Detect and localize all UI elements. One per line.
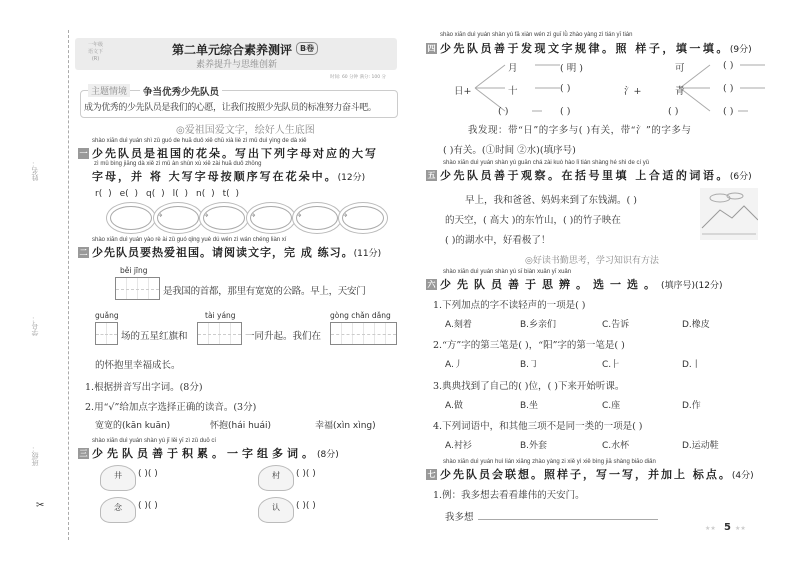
q6-options-3 (445, 398, 745, 411)
theme-text: 成为优秀的少先队员是我们的心愿，让我们按照少先队员的标准努力奋斗吧。 (84, 103, 377, 113)
star-decor-icon: ★★ (735, 525, 746, 532)
letter-l: l( ) (172, 189, 189, 199)
branch-char: 可 (675, 63, 685, 74)
flower-input[interactable] (157, 206, 199, 230)
char-badge: 井 (100, 465, 136, 491)
char-badge: 村 (258, 465, 294, 491)
q6-item-1: 1.下列加点的字不读轻声的一项是( ) (433, 300, 586, 311)
q7-number: 七 (427, 470, 436, 479)
q7-sentence-start: 我多想 (445, 512, 474, 523)
q1-text-2: 字母，并 将 大写字母按顺序写在花朵中。 (92, 170, 338, 183)
q2-sub-2: 2.用“√”给加点字选择正确的读音。(3分) (85, 402, 257, 413)
option-b[interactable]: B.㇆ (520, 360, 539, 370)
q6-options-2 (445, 357, 745, 370)
theme-title: 争当优秀少先队员 (140, 84, 222, 98)
discovery-line-1: 我发现：带“日”的字多与( )有关，带“氵”的字多与 (468, 125, 692, 136)
writing-box-guang[interactable] (95, 322, 118, 345)
id-label: 学号： (31, 315, 39, 336)
class-label: 班级： (31, 445, 39, 466)
q5-points: (6分) (729, 172, 752, 182)
option-c[interactable]: C.座 (602, 401, 621, 411)
q4-pinyin: shào xiān duì yuán shàn yú fā xiàn wén zì guī lǜ zhào yàng zì tián yī tián (440, 32, 633, 38)
time-score: 时间: 60 分钟 满分: 100 分 (330, 75, 386, 80)
arrow-icon: → (294, 211, 302, 221)
option-b[interactable]: B.乡亲们 (520, 320, 557, 330)
q1-points: (12分) (337, 173, 366, 183)
section-heading-2: ◎好读书勤思考，学习知识有方法 (525, 256, 659, 266)
pinyin-taiyang: tài yáng (205, 311, 236, 320)
letter-n: n( ) (196, 189, 215, 199)
discovery-line-2: ( )有关。(①时间 ②水)(填序号) (443, 145, 576, 156)
q6-text: 少先队员善于思辨。选一选。 (440, 278, 661, 291)
page-title: 第二单元综合素养测评 (172, 43, 293, 57)
binding-line (68, 30, 69, 540)
q5-line-2: 的天空，( 高大 )的东竹山，( )的竹子映在 (445, 215, 621, 226)
q2-sub-1: 1.根据拼音写出字词。(8分) (85, 382, 203, 393)
q3-points: (8分) (317, 450, 339, 460)
flower-input[interactable] (342, 206, 384, 230)
q5-pinyin: shào xiān duì yuán shàn yú guān chá zài kuò hào lǐ tián shàng hé shì de cí yǔ (443, 160, 650, 166)
option-a[interactable]: A.做 (445, 401, 463, 411)
q3-number: 三 (79, 449, 88, 458)
grade: 一年级 (88, 42, 104, 48)
q2-pinyin: shào xiān duì yuán yào rè ài zǔ guó qǐng yuè dú wén zì wán chéng liàn xí (92, 237, 287, 243)
letter-row (95, 189, 239, 199)
option-b[interactable]: B.外套 (520, 441, 548, 451)
letter-e: e( ) (119, 189, 139, 199)
edition: (R) (91, 56, 100, 62)
q2-text: 少先队员要热爱祖国。请阅读文字，完 成 练习。 (92, 246, 354, 259)
q3-pinyin: shào xiān duì yuán shàn yú jī lěi yī zì zǔ duō cí (92, 438, 217, 444)
version-badge: B卷 (296, 42, 318, 55)
result-blank[interactable]: ( ) (560, 106, 571, 117)
result-blank[interactable]: ( 明 ) (560, 63, 583, 74)
arrow-icon: → (201, 211, 209, 221)
q2-number: 二 (79, 248, 88, 257)
subtitle: 素养提升与思维创新 (196, 60, 278, 70)
q5-text: 少先队员善于观察。在括号里填 上合适的词语。 (440, 169, 730, 182)
passage-line-1: 是我国的首都，那里有宽宽的公路。早上，天安门 (163, 286, 366, 297)
result-blank[interactable]: ( ) (560, 83, 571, 94)
writing-box-beijing[interactable] (115, 277, 160, 300)
option-c[interactable]: C.告诉 (602, 320, 630, 330)
flower-input[interactable] (203, 206, 245, 230)
passage-line-2b: 一同升起。我们在 (245, 331, 322, 342)
radical-ri: 日+ (454, 86, 472, 97)
option-b[interactable]: B.坐 (520, 401, 539, 411)
q6-points: (填序号)(12分) (661, 281, 723, 291)
q2-points: (11分) (353, 249, 382, 259)
branch-char: 十 (508, 86, 518, 97)
q7-text: 少先队员会联想。照样子，写一写，并加上 标点。 (440, 468, 732, 481)
option-c[interactable]: C.⺊ (602, 360, 621, 370)
q6-number: 六 (427, 280, 436, 289)
radical-water: 氵+ (624, 86, 642, 97)
branch-char: 青 (675, 86, 685, 97)
star-decor-icon: ★★ (705, 525, 716, 532)
option-a[interactable]: A.刻着 (445, 320, 472, 330)
section-heading-1: ◎爱祖国爱文字，绘好人生底图 (176, 125, 315, 136)
q4-text: 少先队员善于发现文字规律。照 样子，填一填。 (440, 42, 730, 55)
word-blank[interactable]: ( )( ) (296, 469, 316, 479)
arrow-icon: → (340, 211, 348, 221)
reading-option-3[interactable]: 幸福(xìn xìng) (315, 421, 376, 431)
flower-input[interactable] (296, 206, 338, 230)
q6-item-4: 4.下列词语中，和其他三项不是同一类的一项是( ) (433, 421, 643, 432)
q4-number: 四 (427, 44, 436, 53)
q7-example: 1.例：我多想去看看雄伟的天安门。 (433, 490, 585, 501)
q7-pinyin: shào xiān duì yuán huì lián xiǎng zhào yàng zi xiě yì xiě bìng jiā shàng biāo diǎn (443, 459, 656, 465)
q1-pinyin: shào xiān duì yuán shì zǔ guó de huā duǒ xiě chū xià liè zì mǔ duì yìng de dà xiě (92, 138, 307, 144)
q1-number: 一 (79, 149, 88, 158)
subject: 语文下 (88, 49, 104, 55)
q7-points: (4分) (731, 471, 754, 481)
char-badge: 认 (258, 497, 294, 523)
passage-line-2a: 场的五星红旗和 (121, 331, 188, 342)
flower-input[interactable] (250, 206, 292, 230)
landscape-illustration (700, 188, 758, 240)
q6-options-4 (445, 438, 745, 451)
arrow-icon: → (248, 211, 256, 221)
result-blank[interactable]: ( ) (723, 83, 734, 94)
scissors-icon: ✂ (36, 500, 45, 511)
writing-box-gongchandang[interactable] (330, 322, 397, 345)
branch-blank[interactable]: ( ) (668, 106, 679, 117)
letter-t: t( ) (222, 189, 240, 199)
branch-char: 月 (508, 63, 518, 74)
q1-text: 少先队员是祖国的花朵。写出下列字母对应的大写 (92, 147, 378, 160)
reading-option-1[interactable]: 宽宽的(kān kuān) (95, 421, 171, 431)
option-c[interactable]: C.水杯 (602, 441, 630, 451)
pinyin-gongchandang: gòng chǎn dǎng (330, 311, 391, 320)
q6-options-1 (445, 317, 745, 330)
q6-pinyin: shào xiān duì yuán shàn yú sī biàn xuǎn yī xuǎn (443, 269, 572, 275)
word-blank[interactable]: ( )( ) (138, 501, 158, 511)
q5-line-3: ( )的湖水中，好看极了！ (445, 235, 551, 246)
pinyin-guang: guǎng (95, 311, 119, 320)
theme-label: 主题情境 (88, 84, 130, 97)
option-d[interactable]: D.橡皮 (682, 320, 710, 330)
option-d[interactable]: D.丨 (682, 360, 701, 370)
writing-box-taiyang[interactable] (197, 322, 242, 345)
char-badge: 念 (100, 497, 136, 523)
arrow-icon: → (155, 211, 163, 221)
grade-info (88, 42, 103, 63)
q5-line-1: 早上，我和爸爸、妈妈来到了东钱湖。( ) (465, 195, 637, 206)
flower-input[interactable] (110, 206, 152, 230)
option-d[interactable]: D.作 (682, 401, 701, 411)
letter-r: r( ) (95, 189, 112, 199)
word-blank[interactable]: ( )( ) (296, 501, 316, 511)
q5-number: 五 (427, 171, 436, 180)
result-blank[interactable]: ( ) (723, 60, 734, 71)
q7-answer-line[interactable] (478, 519, 658, 520)
word-blank[interactable]: ( )( ) (138, 469, 158, 479)
option-a[interactable]: A.衬衫 (445, 441, 472, 451)
option-a[interactable]: A.丿 (445, 360, 463, 370)
pinyin-beijing: běi jīng (120, 266, 148, 275)
page-number: 5 (724, 522, 731, 533)
q3-text: 少先队员善于积累。一字组多词。 (92, 447, 317, 460)
option-d[interactable]: D.运动鞋 (682, 441, 719, 451)
name-label: 姓名： (31, 160, 39, 181)
q1-pinyin-2: zì mǔ bìng jiāng dà xiě zì mǔ àn shùn xù xiě zài huā duǒ zhōng (94, 161, 262, 167)
reading-option-2[interactable]: 怀抱(hái huái) (210, 421, 272, 431)
result-blank[interactable]: ( ) (723, 106, 734, 117)
letter-q: q( ) (146, 189, 165, 199)
q4-points: (9分) (729, 45, 752, 55)
branch-blank[interactable]: ( ) (498, 106, 509, 117)
passage-line-3: 的怀抱里幸福成长。 (95, 360, 181, 371)
q6-item-3: 3.典典找到了自己的( )位，( )下来开始听课。 (433, 381, 625, 392)
q6-item-2: 2.“方”字的第三笔是( )，“阳”字的第一笔是( ) (433, 340, 625, 351)
